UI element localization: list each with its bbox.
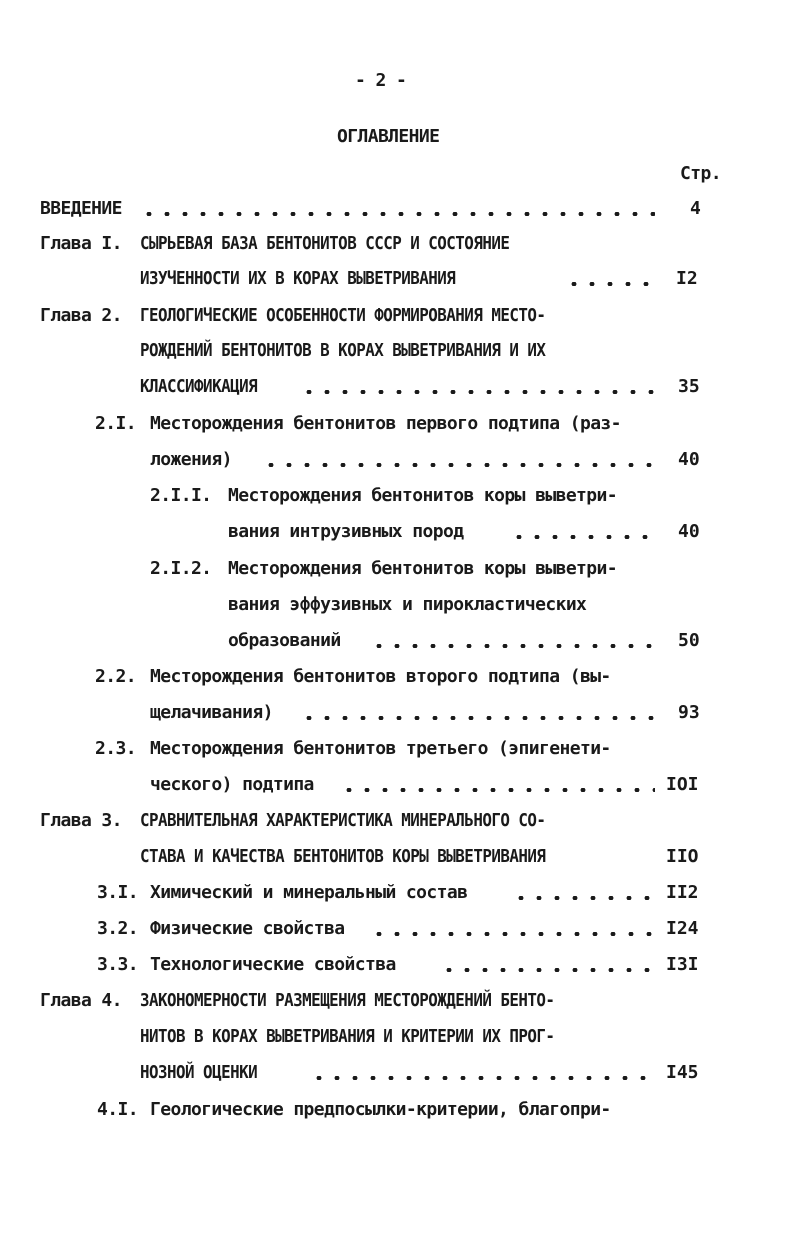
toc-entry-section-2-1-1: [0, 521, 793, 543]
leader-dots: [340, 788, 655, 792]
chapter-2-number: Глава 2.: [40, 305, 122, 326]
toc-entry-introduction: [0, 198, 793, 220]
toc-entry-section-3-1: [0, 882, 793, 904]
chapter-2-title-line-2: РОЖДЕНИЙ БЕНТОНИТОВ В КОРАХ ВЫВЕТРИВАНИЯ И ИХ: [140, 340, 546, 361]
section-2-3-title-line-2: ческого) подтипа: [150, 774, 314, 795]
entry-page: 40: [678, 521, 700, 542]
section-2-2-title-line-2: щелачивания): [150, 702, 273, 723]
entry-page: IIO: [666, 846, 699, 867]
section-3-2-title: Физические свойства: [150, 918, 345, 939]
entry-page: I45: [666, 1062, 699, 1083]
chapter-3-number: Глава 3.: [40, 810, 122, 831]
chapter-4-title-line-3: НОЗНОЙ ОЦЕНКИ: [140, 1062, 258, 1083]
section-3-2-number: 3.2.: [97, 918, 138, 939]
leader-dots: [510, 535, 655, 539]
leader-dots: [140, 212, 655, 216]
toc-entry-chapter-2: [0, 376, 793, 398]
toc-entry-section-2-1-2: [0, 630, 793, 652]
toc-entry-section-3-2: [0, 918, 793, 940]
leader-dots: [310, 1076, 655, 1080]
leader-dots: [262, 463, 655, 467]
toc-entry-section-2-2: [0, 702, 793, 724]
section-4-1-number: 4.I.: [97, 1099, 138, 1120]
entry-page: 50: [678, 630, 700, 651]
chapter-3-title-line-2: СТАВА И КАЧЕСТВА БЕНТОНИТОВ КОРЫ ВЫВЕТРИВАНИЯ: [140, 846, 546, 867]
leader-dots: [300, 390, 655, 394]
section-2-1-1-title-line-1: Месторождения бентонитов коры выветри-: [228, 485, 618, 506]
entry-page: 4: [690, 198, 701, 219]
section-3-3-title: Технологические свойства: [150, 954, 396, 975]
entry-page: II2: [666, 882, 699, 903]
chapter-1-title-line-1: СЫРЬЕВАЯ БАЗА БЕНТОНИТОВ СССР И СОСТОЯНИЕ: [140, 233, 510, 254]
page-column-header: Стр.: [680, 163, 721, 184]
toc-entry-section-2-1: [0, 449, 793, 471]
section-2-1-1-number: 2.I.I.: [150, 485, 212, 506]
leader-dots: [370, 932, 655, 936]
entry-label: ВВЕДЕНИЕ: [40, 198, 122, 219]
section-2-2-title-line-1: Месторождения бентонитов второго подтипа (вы-: [150, 666, 611, 687]
leader-dots: [370, 644, 655, 648]
section-2-1-number: 2.I.: [95, 413, 136, 434]
toc-entry-section-2-3: [0, 774, 793, 796]
page-number: - 2 -: [355, 70, 407, 91]
section-2-1-2-title-line-2: вания эффузивных и пирокластических: [228, 594, 587, 615]
section-2-3-number: 2.3.: [95, 738, 136, 759]
chapter-4-number: Глава 4.: [40, 990, 122, 1011]
section-4-1-title-line-1: Геологические предпосылки-критерии, благопри-: [150, 1099, 611, 1120]
toc-entry-chapter-1: [0, 268, 793, 290]
entry-page: 40: [678, 449, 700, 470]
section-2-1-2-title-line-1: Месторождения бентонитов коры выветри-: [228, 558, 618, 579]
chapter-2-title-line-3: КЛАССИФИКАЦИЯ: [140, 376, 258, 397]
leader-dots: [512, 896, 655, 900]
chapter-4-title-line-2: НИТОВ В КОРАХ ВЫВЕТРИВАНИЯ И КРИТЕРИИ ИХ ПРОГ-: [140, 1026, 555, 1047]
toc-entry-chapter-4: [0, 1062, 793, 1084]
section-2-1-title-line-1: Месторождения бентонитов первого подтипа (раз-: [150, 413, 621, 434]
entry-page: IOI: [666, 774, 699, 795]
section-2-1-2-number: 2.I.2.: [150, 558, 212, 579]
leader-dots: [565, 282, 655, 286]
entry-page: 35: [678, 376, 700, 397]
chapter-1-number: Глава I.: [40, 233, 122, 254]
section-2-2-number: 2.2.: [95, 666, 136, 687]
toc-entry-section-3-3: [0, 954, 793, 976]
chapter-4-title-line-1: ЗАКОНОМЕРНОСТИ РАЗМЕЩЕНИЯ МЕСТОРОЖДЕНИЙ БЕНТО-: [140, 990, 555, 1011]
leader-dots: [300, 716, 655, 720]
entry-page: I2: [676, 268, 698, 289]
chapter-3-title-line-1: СРАВНИТЕЛЬНАЯ ХАРАКТЕРИСТИКА МИНЕРАЛЬНОГО СО-: [140, 810, 546, 831]
toc-title: ОГЛАВЛЕНИЕ: [337, 126, 440, 147]
section-2-1-title-line-2: ложения): [150, 449, 232, 470]
toc-entry-chapter-3: [0, 846, 793, 868]
entry-page: 93: [678, 702, 700, 723]
section-2-1-2-title-line-3: образований: [228, 630, 341, 651]
entry-page: I3I: [666, 954, 699, 975]
chapter-2-title-line-1: ГЕОЛОГИЧЕСКИЕ ОСОБЕННОСТИ ФОРМИРОВАНИЯ МЕСТО-: [140, 305, 546, 326]
leader-dots: [440, 968, 655, 972]
entry-page: I24: [666, 918, 699, 939]
section-3-3-number: 3.3.: [97, 954, 138, 975]
section-2-3-title-line-1: Месторождения бентонитов третьего (эпигенети-: [150, 738, 611, 759]
section-3-1-title: Химический и минеральный состав: [150, 882, 468, 903]
section-2-1-1-title-line-2: вания интрузивных пород: [228, 521, 464, 542]
section-3-1-number: 3.I.: [97, 882, 138, 903]
chapter-1-title-line-2: ИЗУЧЕННОСТИ ИХ В КОРАХ ВЫВЕТРИВАНИЯ: [140, 268, 456, 289]
